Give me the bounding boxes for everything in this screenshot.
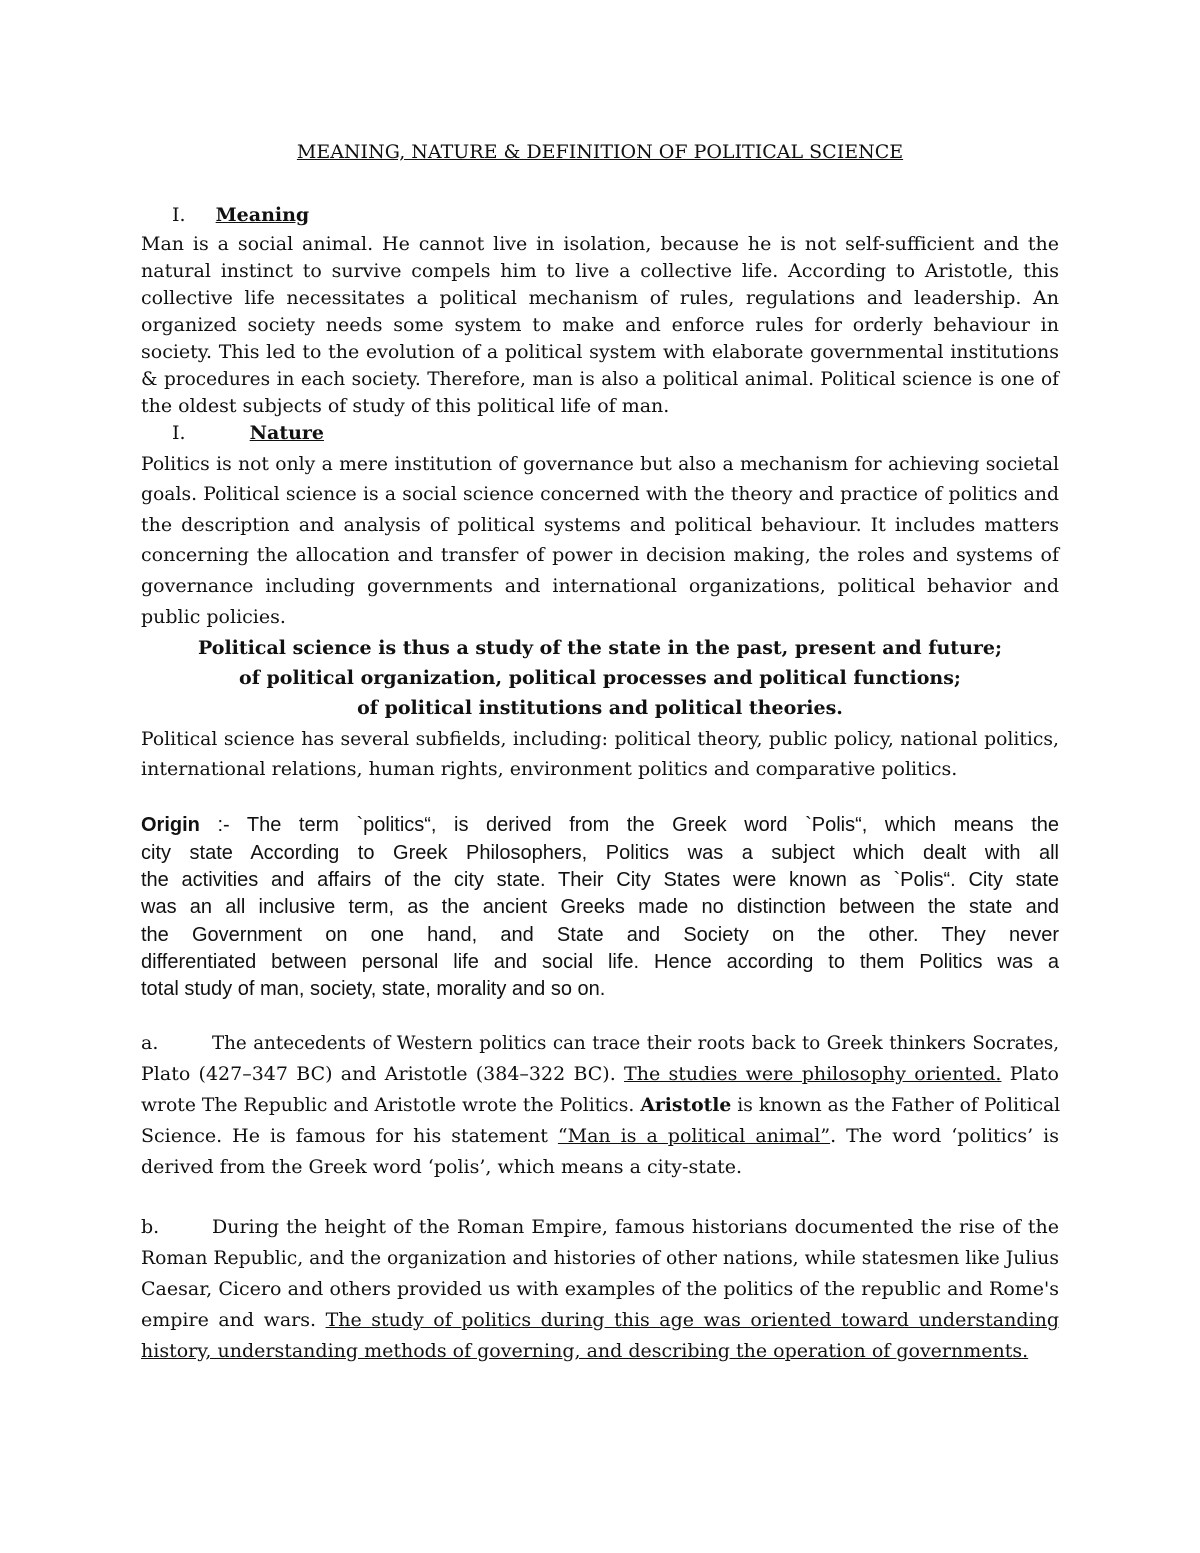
para-a-line [141, 1092, 1059, 1119]
para-a-text: Science. He is famous for his statement [141, 1125, 558, 1147]
nature-line: the description and analysis of political systems and political behaviour. It includes matters [141, 514, 1059, 536]
origin-line: differentiated between personal life and social life. Hence according to them Politics was a [141, 951, 1059, 973]
definition-bold-line: of political organization, political processes and political functions; [239, 667, 961, 689]
nature-heading [172, 420, 472, 447]
para-b-text: empire and wars. [141, 1309, 326, 1331]
para-a-quote: “Man is a political animal” [557, 1125, 831, 1147]
page-title: MEANING, NATURE & DEFINITION OF POLITICAL SCIENCE [296, 141, 904, 163]
meaning-line: society. This led to the evolution of a political system with elaborate governmental institutions [141, 341, 1059, 363]
meaning-heading-label: Meaning [215, 204, 310, 226]
origin-line: the activities and affairs of the city state. Their City States were known as `Polis“. City state [141, 869, 1059, 891]
para-a-line [141, 1061, 1059, 1088]
nature-line: goals. Political science is a social science concerned with the theory and practice of politics and [141, 484, 1059, 505]
para-a-text: . The word ‘politics’ is [830, 1125, 1059, 1147]
origin-line: was an all inclusive term, as the ancient Greeks made no distinction between the state and [141, 896, 1059, 918]
para-b-line: Roman Republic, and the organization and histories of other nations, while statesmen like Julius [141, 1248, 1059, 1269]
origin-line: the Government on one hand, and State and Society on the other. They never [141, 924, 1059, 946]
meaning-line: Man is a social animal. He cannot live in isolation, because he is not self-sufficient and the [141, 233, 1059, 255]
para-a-line [141, 1123, 1059, 1150]
nature-line: Politics is not only a mere institution of governance but also a mechanism for achieving societal [141, 454, 1059, 475]
para-b-line: During the height of the Roman Empire, famous historians documented the rise of the [212, 1216, 1059, 1238]
para-a-marker: a. [141, 1032, 159, 1054]
para-a-text: Plato [1001, 1063, 1059, 1085]
nature-heading-label: Nature [249, 422, 325, 444]
para-a-text: Plato (427–347 BC) and Aristotle (384–322 BC). [141, 1063, 625, 1085]
para-b-underlined: The study of politics during this age was oriented toward understanding [325, 1309, 1059, 1331]
origin-first-text: :- The term `politics“, is derived from the Greek word `Polis“, which means the [199, 814, 1059, 836]
para-a-text: wrote The Republic and Aristotle wrote the Politics. [141, 1095, 641, 1116]
meaning-line: organized society needs some system to make and enforce rules for orderly behaviour in [141, 314, 1059, 336]
nature-line: governance including governments and international organizations, political behavior and [141, 575, 1059, 597]
origin-label: Origin [141, 814, 200, 836]
para-a-bold: Aristotle [640, 1094, 732, 1116]
definition-bold-line: of political institutions and political theories. [357, 697, 843, 719]
meaning-heading [172, 202, 472, 229]
para-a-line: derived from the Greek word ‘polis’, which means a city-state. [141, 1156, 743, 1178]
origin-line: total study of man, society, state, morality and so on. [141, 978, 606, 1000]
subfields-line: Political science has several subfields, including: political theory, public policy, national politics, [141, 729, 1059, 750]
meaning-numeral: I. [172, 204, 186, 226]
nature-line: concerning the allocation and transfer of power in decision making, the roles and systems of [141, 544, 1059, 566]
meaning-line: & procedures in each society. Therefore, man is also a political animal. Political science is one of [141, 369, 1059, 390]
definition-bold-line: Political science is thus a study of the state in the past, present and future; [198, 637, 1002, 659]
meaning-line: the oldest subjects of study of this political life of man. [141, 395, 670, 417]
subfields-line: international relations, human rights, environment politics and comparative politics. [141, 758, 958, 780]
para-b-marker: b. [141, 1216, 160, 1238]
meaning-line: collective life necessitates a political mechanism of rules, regulations and leadership. An [141, 287, 1059, 309]
origin-line: city state According to Greek Philosophers, Politics was a subject which dealt with all [141, 842, 1059, 864]
para-b-line: Caesar, Cicero and others provided us with examples of the politics of the republic and Rome's [141, 1278, 1059, 1300]
para-b-line [141, 1307, 1059, 1334]
nature-numeral: I. [172, 422, 186, 444]
meaning-line: natural instinct to survive compels him to live a collective life. According to Aristotle, this [141, 260, 1059, 282]
para-a-underlined: The studies were philosophy oriented. [624, 1063, 1002, 1085]
para-b-line: history, understanding methods of governing, and describing the operation of governments. [141, 1340, 1029, 1362]
para-a-text: is known as the Father of Political [731, 1095, 1061, 1116]
para-a-line: The antecedents of Western politics can trace their roots back to Greek thinkers Socrates, [212, 1033, 1059, 1054]
nature-line: public policies. [141, 606, 286, 628]
origin-line [141, 812, 1059, 839]
